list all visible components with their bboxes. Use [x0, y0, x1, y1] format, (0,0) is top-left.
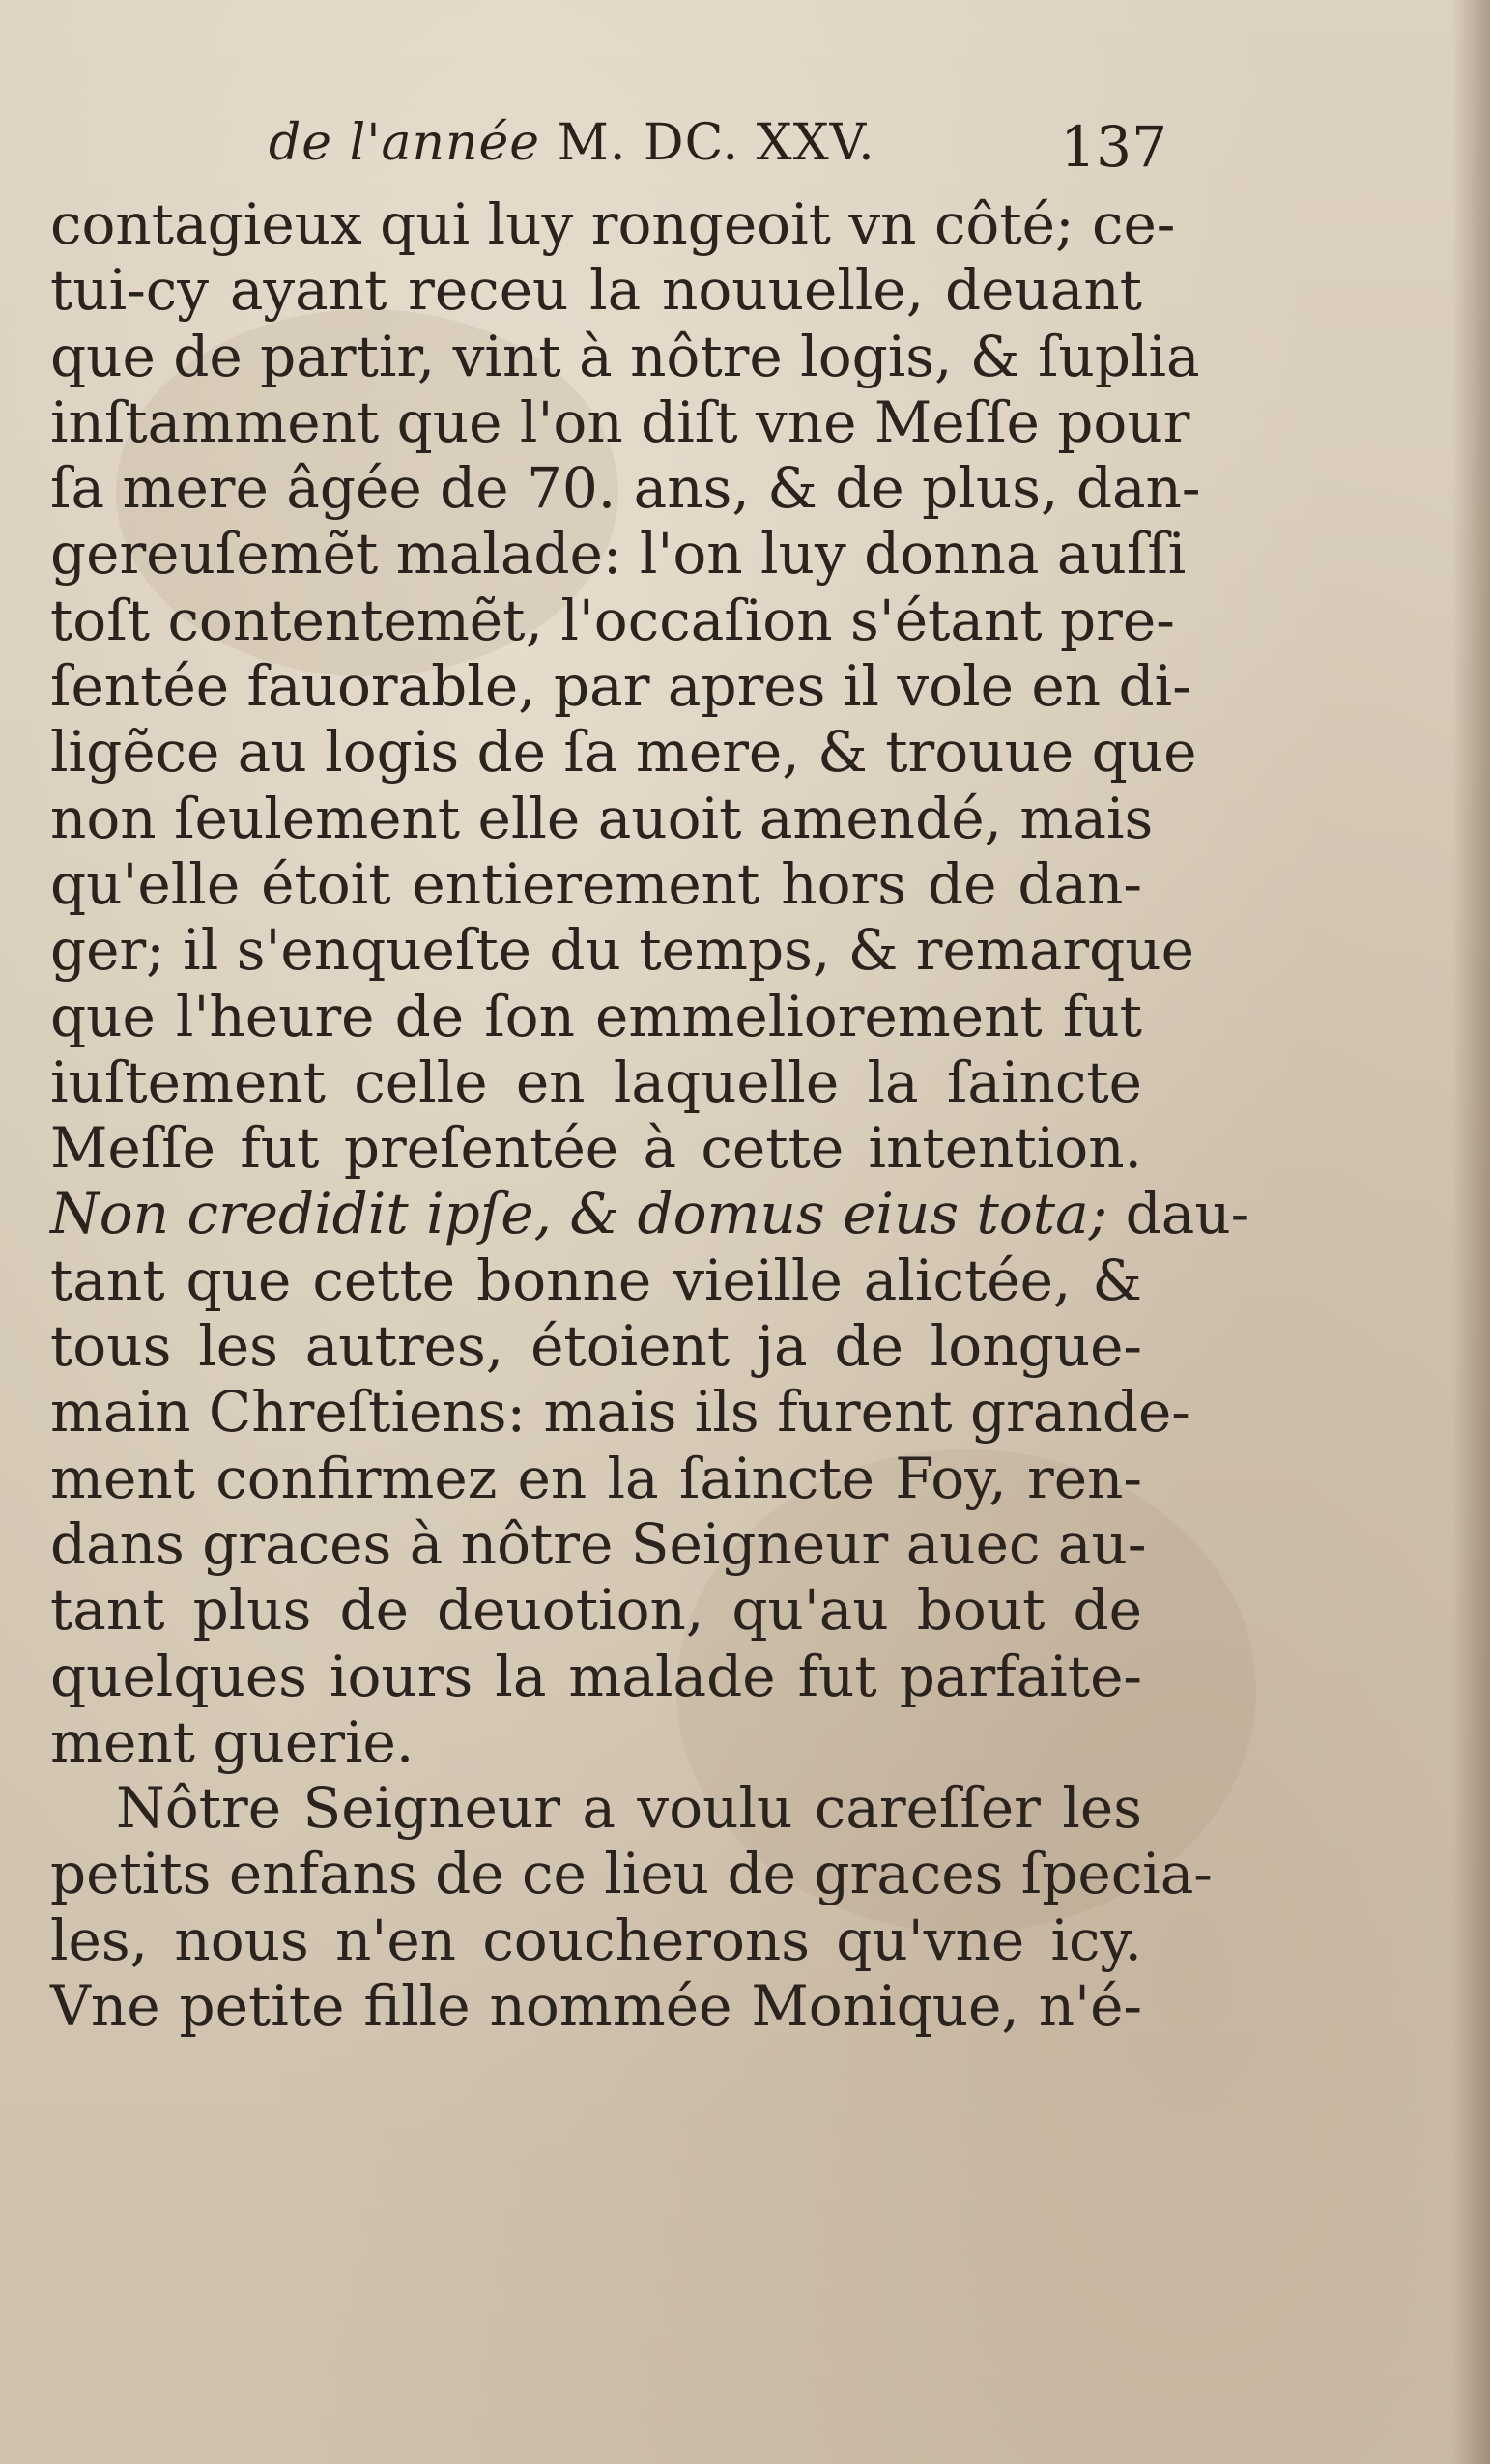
running-head-title [269, 114, 875, 172]
text-line: ment confirmez en la ſaincte Foy, ren- [50, 1445, 1142, 1511]
text-line: tui-cy ayant receu la nouuelle, deuant [50, 257, 1142, 324]
text-line: tant plus de deuotion, qu'au bout de [50, 1577, 1142, 1644]
text-line: les, nous n'en coucherons qu'vne icy. [50, 1906, 1142, 1973]
latin-quote-continuation: dau- [1125, 1181, 1250, 1247]
text-line: non ſeulement elle auoit amendé, mais [50, 785, 1154, 851]
latin-quote-line [50, 1181, 1250, 1247]
text-line: quelques iours la malade fut parfaite- [50, 1643, 1142, 1709]
text-line: petits enfans de ce lieu de graces ſpecia- [50, 1841, 1213, 1907]
running-header [269, 114, 1167, 191]
page-number: 137 [1060, 114, 1167, 180]
text-line: tant que cette bonne vieille alictée, & [50, 1246, 1142, 1313]
text-line: ligẽce au logis de ſa mere, & trouue que [50, 719, 1197, 786]
text-line: main Chreſtiens: mais ils furent grande- [50, 1379, 1190, 1446]
text-line: tous les autres, étoient ja de longue- [50, 1313, 1142, 1380]
latin-quote: Non credidit ipſe, & domus eius tota; [50, 1181, 1108, 1247]
text-line: ſentée fauorable, par apres il vole en di- [50, 653, 1191, 720]
running-head-italic: de l'année [269, 114, 541, 172]
text-line: que l'heure de ſon emmeliorement fut [50, 983, 1142, 1049]
text-line: toſt contentemẽt, l'occaſion s'étant pre- [50, 587, 1175, 653]
text-line: ſa mere âgée de 70. ans, & de plus, dan- [50, 455, 1201, 522]
text-line: que de partir, vint à nôtre logis, & ſuplia [50, 323, 1200, 389]
running-head-year: M. DC. XXV. [557, 114, 875, 172]
text-line: inſtamment que l'on diſt vne Meſſe pour [50, 388, 1190, 455]
text-line: qu'elle étoit entierement hors de dan- [50, 850, 1142, 917]
text-line: dans graces à nôtre Seigneur auec au- [50, 1510, 1147, 1577]
text-line: iuſtement celle en laquelle la ſaincte [50, 1048, 1142, 1115]
text-line: contagieux qui luy rongeoit vn côté; ce- [50, 191, 1176, 257]
text-line: Vne petite fille nommée Monique, n'é- [50, 1973, 1142, 2040]
text-line: gereuſemẽt malade: l'on luy donna auſſi [50, 521, 1187, 587]
text-line: ger; il s'enqueſte du temps, & remarque [50, 917, 1194, 984]
paragraph-start-line: Nôtre Seigneur a voulu careſſer les [116, 1775, 1142, 1842]
text-line: ment guerie. [50, 1708, 415, 1775]
body-text [50, 191, 1250, 2040]
text-line: Meſſe fut preſentée à cette intention. [50, 1115, 1142, 1182]
